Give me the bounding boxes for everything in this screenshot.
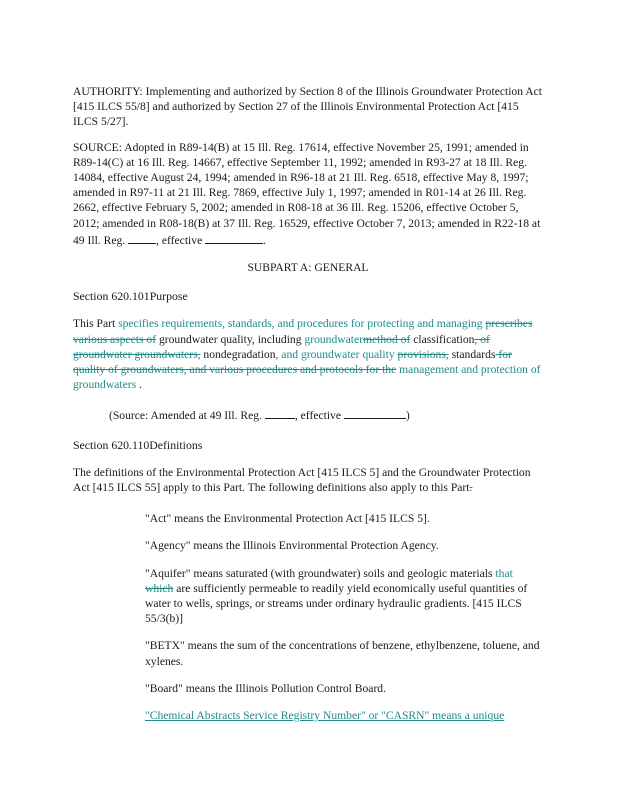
source-note-reg-blank[interactable] xyxy=(265,406,295,419)
section-110-number: Section 620.110 xyxy=(73,437,150,452)
purpose-text-4: nondegradation xyxy=(200,347,276,361)
section-101-title: Purpose xyxy=(149,289,188,304)
definition-board: "Board" means the Illinois Pollution Control Board. xyxy=(145,681,387,695)
purpose-deletion-2: method of xyxy=(363,332,411,346)
purpose-deletion-3: , of groundwater groundwaters, xyxy=(73,332,490,361)
section-110-heading xyxy=(73,438,543,453)
purpose-source-note xyxy=(109,406,543,423)
definition-betx: "BETX" means the sum of the concentrations of benzene, ethylbenzene, toluene, and xylenes. xyxy=(145,639,540,668)
document-page xyxy=(73,84,543,735)
definition-aquifer xyxy=(145,566,543,627)
definition-agency: "Agency" means the Illinois Environmental Protection Agency. xyxy=(145,539,439,553)
purpose-deletion-4: provisions, xyxy=(397,347,449,361)
casrn-insertion: "Chemical Abstracts Service Registry Number" or "CASRN" means a unique xyxy=(145,709,505,723)
section-101-heading xyxy=(73,289,543,304)
definition-casrn xyxy=(145,708,543,723)
source-note-text: (Source: Amended at 49 Ill. Reg. xyxy=(109,409,262,423)
subpart-title: SUBPART A: GENERAL xyxy=(247,261,369,275)
aquifer-text-2: are sufficiently permeable to readily yield economically useful quantities of water to wells, springs, or streams under ordinary hydraulic gradients. [415 ILCS 55/3(b)] xyxy=(145,581,528,626)
purpose-insertion-1: specifies requirements, standards, and procedures for protecting and managing xyxy=(118,317,483,331)
purpose-insertion-4: management and protection of groundwaters xyxy=(73,363,541,392)
source-text: SOURCE: Adopted in R89-14(B) at 15 Ill. Reg. 17614, effective November 25, 1991; amended in R89-14(C) at 16 Ill. Reg. 14667, effective September 11, 1992; amended in R93-27 at 18 Ill. Reg. 14084, effective August 24, 1994; amended in R96-18 at 21 Ill. Reg. 6518, effective May 8, 1997; amended in R97-11 at 21 Ill. Reg. 7869, effective July 1, 1997; amended in R01-14 at 26 Ill. Reg. 2662, effective February 5, 2002; amended in R08-18 at 36 Ill. Reg. 15206, effective October 5, 2012; amended in R08-18(B) at 37 Ill. Reg. 16529, effective October 7, 2013; amended in R22-18 at 49 Ill. Reg. xyxy=(73,140,541,247)
aquifer-text-1: "Aquifer" means saturated (with groundwater) soils and geologic materials xyxy=(145,566,496,580)
source-effective: , effective xyxy=(156,233,203,247)
definitions-intro-end: . xyxy=(469,481,473,495)
section-101-number: Section 620.101 xyxy=(73,289,150,304)
purpose-deletion-1: prescribes various aspects of xyxy=(73,317,533,346)
purpose-text-1: This Part xyxy=(73,317,119,331)
source-paragraph xyxy=(73,140,543,248)
definitions-intro xyxy=(73,465,543,495)
purpose-paragraph xyxy=(73,316,543,392)
aquifer-deletion: which xyxy=(145,581,174,595)
purpose-deletion-5: for quality of groundwaters, and various procedures and protocols for the xyxy=(73,347,512,377)
effective-date-blank[interactable] xyxy=(205,231,263,244)
source-end: . xyxy=(263,233,267,247)
source-note-close: ) xyxy=(405,409,410,423)
purpose-insertion-2: groundwater xyxy=(304,332,363,346)
definitions-intro-text: The definitions of the Environmental Protection Act [415 ILCS 5] and the Groundwater Protection Act [415 ILCS 55] apply to this Part. The following definitions also apply to this Part xyxy=(73,465,531,495)
authority-paragraph: AUTHORITY: Implementing and authorized by Section 8 of the Illinois Groundwater Protection Act [415 ILCS 55/8] and authorized by Section 27 of the Illinois Environmental Protection Act [415 ILCS 5/27]. xyxy=(73,85,543,129)
purpose-text-2: groundwater quality, including xyxy=(156,332,305,346)
purpose-insertion-3: , and groundwater quality xyxy=(275,347,395,361)
reg-page-blank[interactable] xyxy=(128,231,156,244)
aquifer-insertion: that xyxy=(495,566,513,580)
definition-act: "Act" means the Environmental Protection Act [415 ILCS 5]. xyxy=(145,512,430,526)
source-note-date-blank[interactable] xyxy=(344,406,406,419)
purpose-end: . xyxy=(139,378,142,392)
source-note-effective: , effective xyxy=(294,409,341,423)
purpose-text-3: classification xyxy=(410,332,475,346)
purpose-text-5: standards xyxy=(448,347,496,361)
section-110-title: Definitions xyxy=(149,437,203,452)
